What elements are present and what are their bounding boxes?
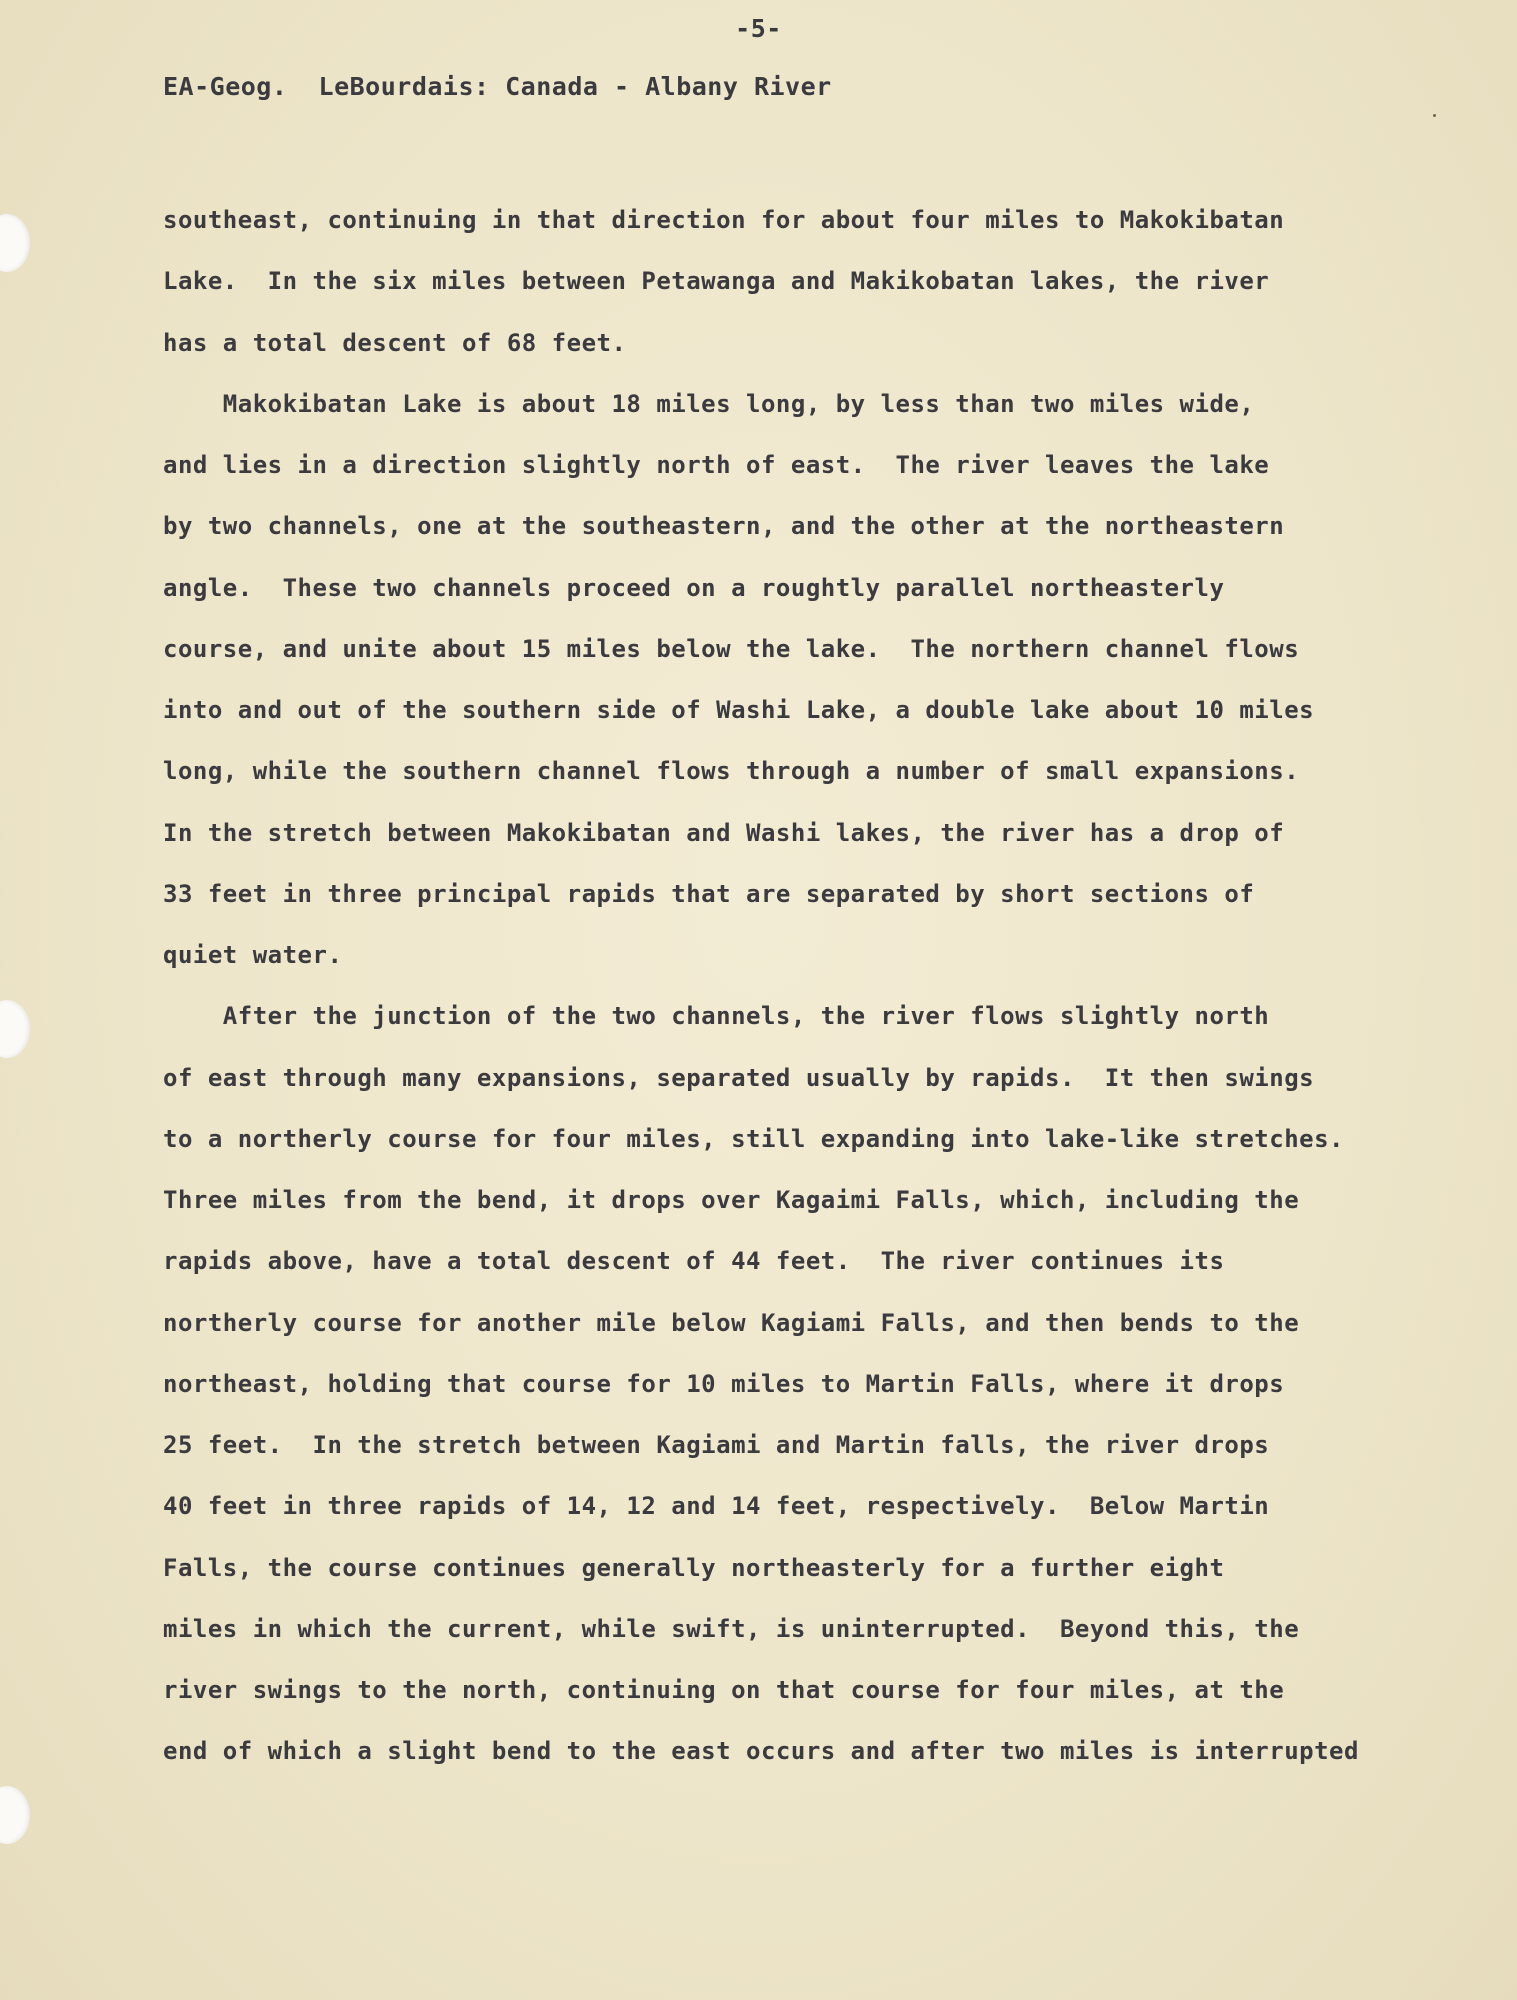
text-line: into and out of the southern side of Washi Lake, a double lake about 10 miles [163, 696, 1315, 724]
text-line: to a northerly course for four miles, still expanding into lake-like stretches. [163, 1124, 1344, 1153]
text-line: end of which a slight bend to the east occurs and after two miles is interrupted [163, 1737, 1359, 1766]
text-line: course, and unite about 15 miles below the lake. The northern channel flows [163, 634, 1300, 663]
ink-speck [1433, 114, 1436, 117]
text-line: In the stretch between Makokibatan and Washi lakes, the river has a drop of [163, 818, 1285, 847]
text-line: angle. These two channels proceed on a roughtly parallel northeasterly [163, 573, 1225, 602]
text-line: northerly course for another mile below Kagiami Falls, and then bends to the [163, 1308, 1300, 1337]
text-line: southeast, continuing in that direction for about four miles to Makokibatan [163, 206, 1285, 234]
punch-hole [0, 1000, 30, 1058]
text-line: northeast, holding that course for 10 miles to Martin Falls, where it drops [163, 1369, 1285, 1398]
text-line: long, while the southern channel flows through a number of small expansions. [163, 757, 1300, 786]
text-line: and lies in a direction slightly north of east. The river leaves the lake [163, 451, 1270, 479]
text-line: of east through many expansions, separated usually by rapids. It then swings [163, 1063, 1315, 1092]
text-line: rapids above, have a total descent of 44 feet. The river continues its [163, 1247, 1225, 1276]
text-line: Makokibatan Lake is about 18 miles long, by less than two miles wide, [163, 389, 1255, 418]
text-line: Three miles from the bend, it drops over Kagaimi Falls, which, including the [163, 1186, 1300, 1214]
text-line: miles in which the current, while swift, is uninterrupted. Beyond this, the [163, 1614, 1300, 1643]
punch-hole [0, 214, 30, 272]
page-number: -5- [735, 14, 782, 43]
text-line: After the junction of the two channels, the river flows slightly north [163, 1002, 1270, 1031]
text-line: Lake. In the six miles between Petawanga and Makikobatan lakes, the river [163, 267, 1270, 296]
text-line: 25 feet. In the stretch between Kagiami and Martin falls, the river drops [163, 1431, 1270, 1459]
punch-hole [0, 1786, 30, 1844]
text-line: quiet water. [163, 941, 343, 969]
body-text [163, 190, 1359, 1783]
text-line: has a total descent of 68 feet. [163, 328, 627, 357]
text-line: by two channels, one at the southeastern, and the other at the northeastern [163, 512, 1285, 541]
text-line: 33 feet in three principal rapids that are separated by short sections of [163, 879, 1255, 908]
document-header: EA-Geog. LeBourdais: Canada - Albany River [163, 72, 832, 101]
text-line: river swings to the north, continuing on that course for four miles, at the [163, 1676, 1285, 1704]
text-line: Falls, the course continues generally northeasterly for a further eight [163, 1553, 1225, 1582]
text-line: 40 feet in three rapids of 14, 12 and 14 feet, respectively. Below Martin [163, 1492, 1270, 1521]
